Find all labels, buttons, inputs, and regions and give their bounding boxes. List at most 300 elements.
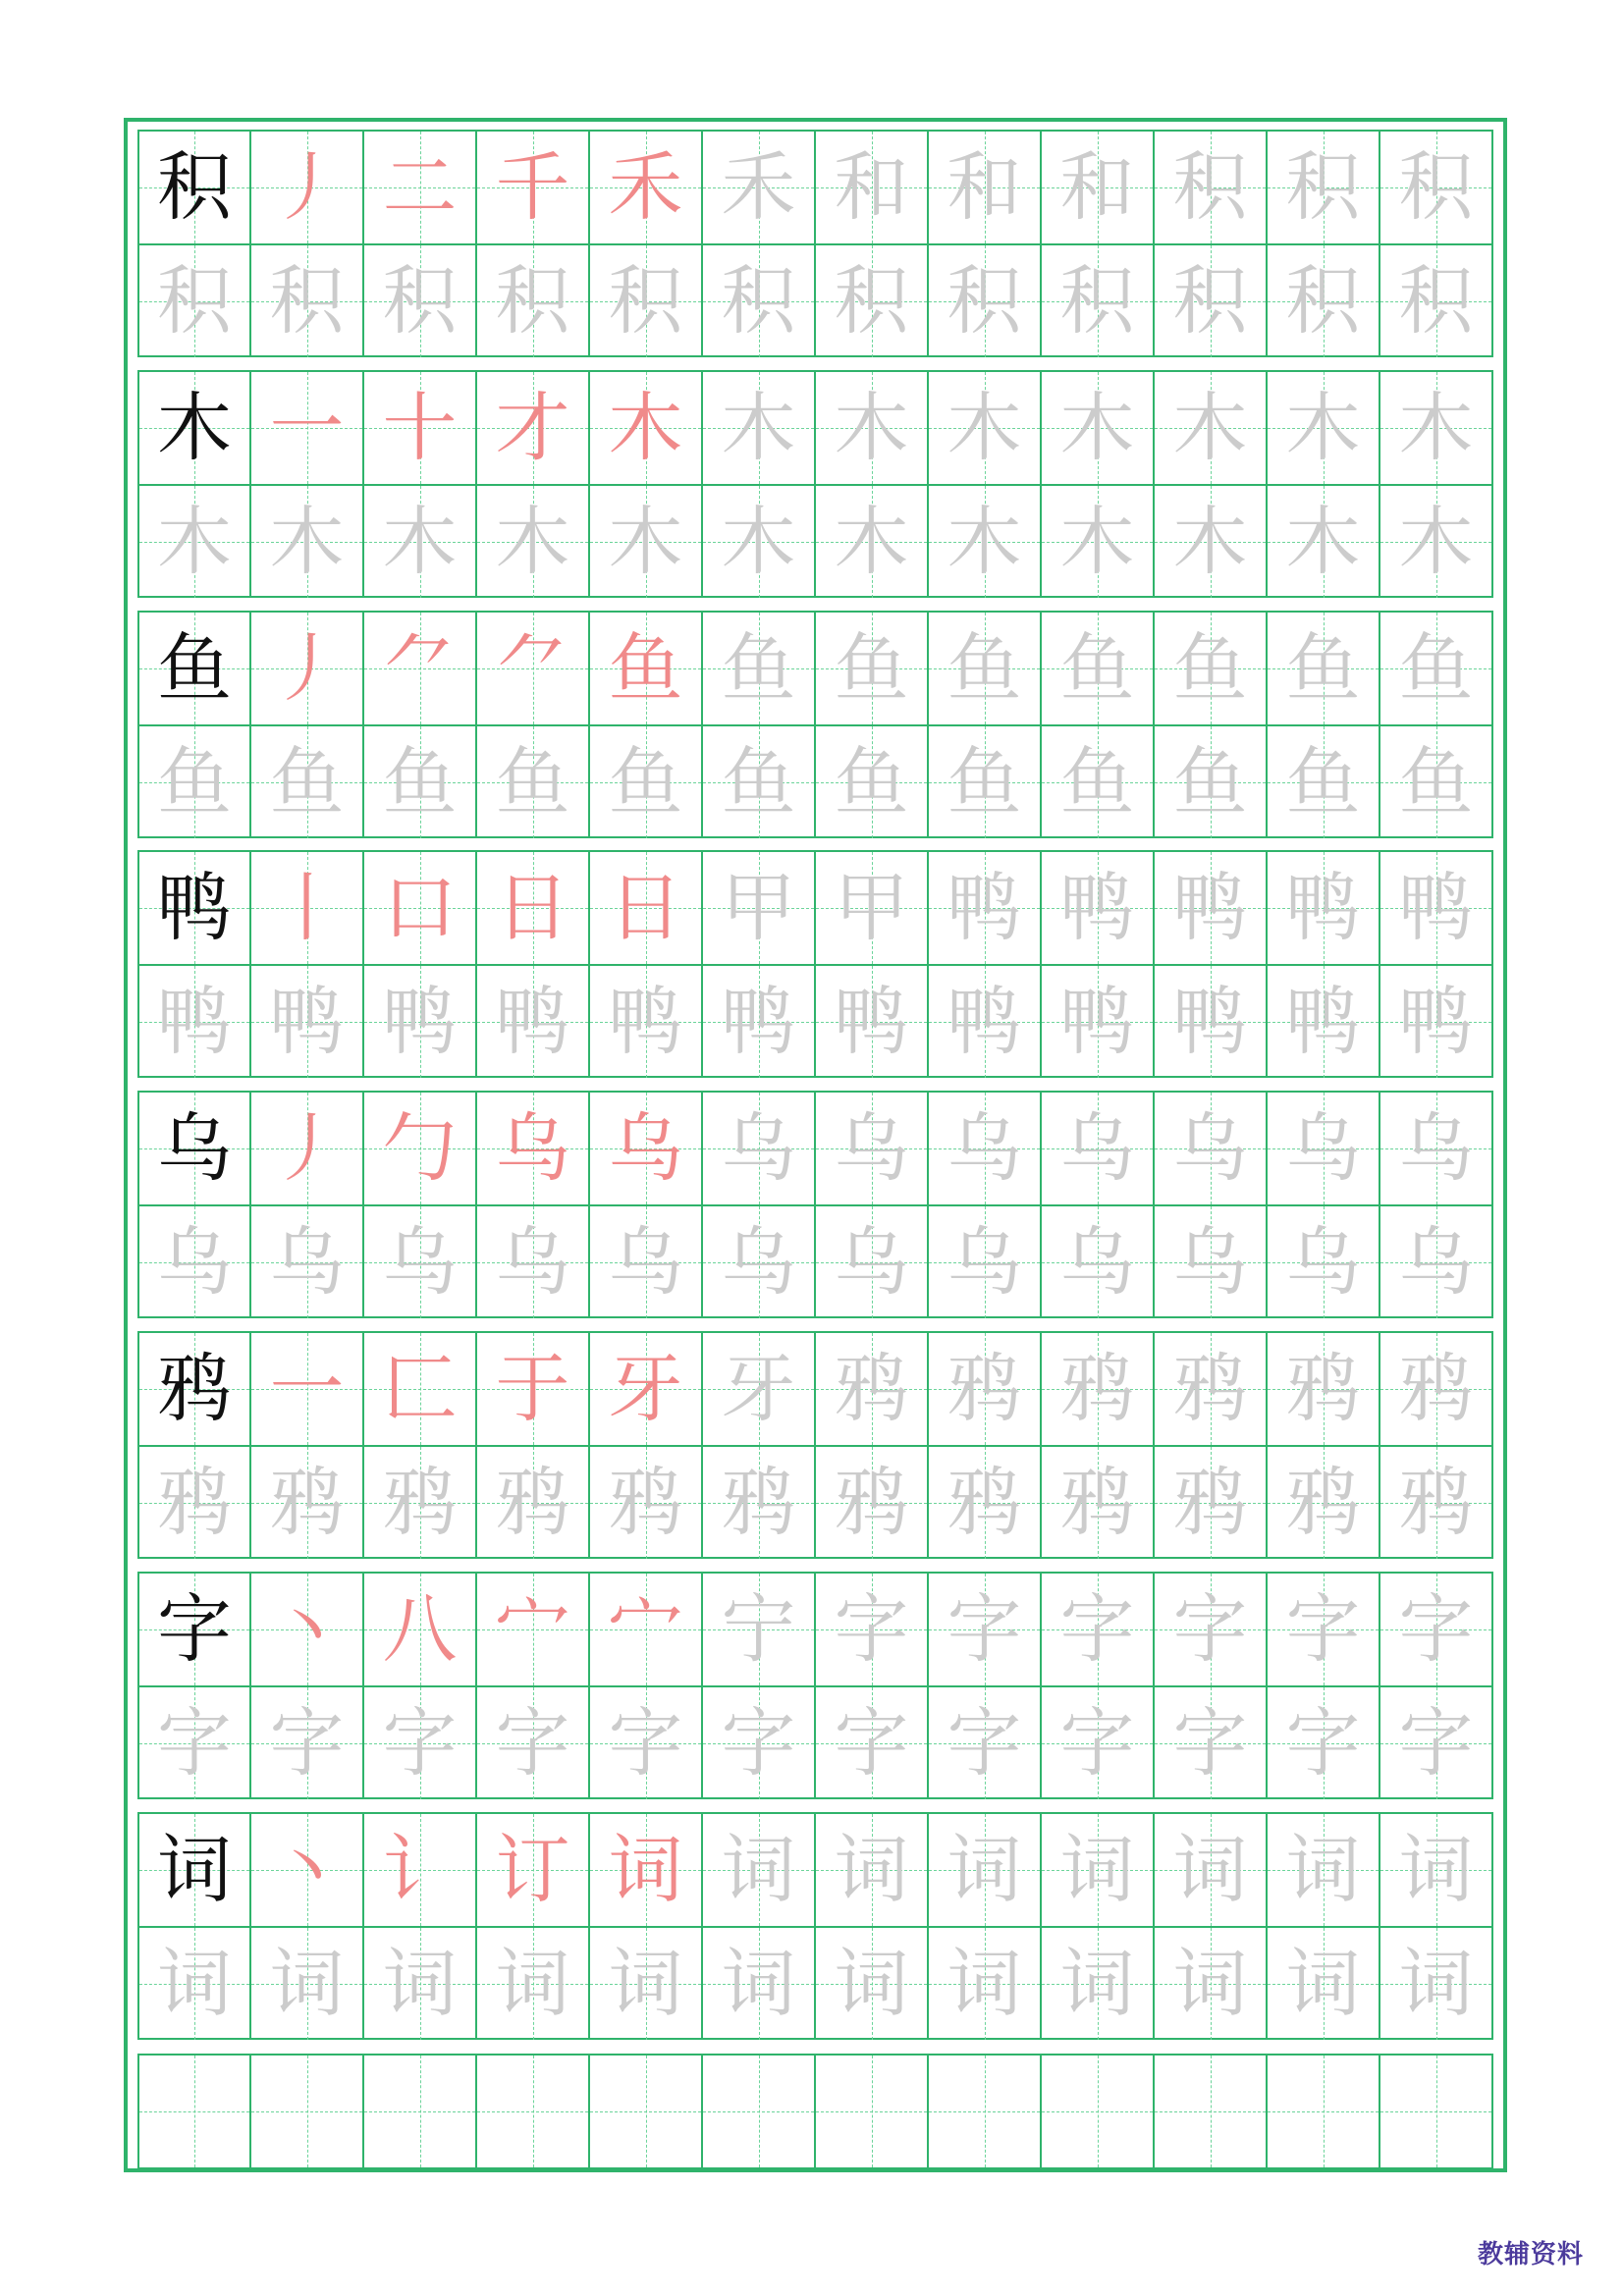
trace-character: 鱼 bbox=[1059, 738, 1135, 826]
grid-cell bbox=[475, 245, 588, 357]
grid-cell bbox=[249, 1333, 362, 1445]
grid-cell bbox=[249, 1814, 362, 1926]
stroke-step: 鸦 bbox=[1398, 1345, 1474, 1432]
stroke-step: 词 bbox=[1398, 1826, 1474, 1913]
character-block bbox=[137, 370, 1493, 598]
model-character: 乌 bbox=[157, 1104, 232, 1192]
stroke-step: 鸦 bbox=[947, 1345, 1022, 1432]
trace-character: 词 bbox=[495, 1940, 570, 2027]
trace-character: 木 bbox=[1398, 498, 1474, 585]
model-character: 鱼 bbox=[157, 624, 232, 712]
stroke-step: 词 bbox=[947, 1826, 1022, 1913]
stroke-step: 字 bbox=[834, 1585, 909, 1673]
trace-character: 木 bbox=[1172, 498, 1248, 585]
character-block bbox=[137, 1331, 1493, 1559]
grid-cell bbox=[362, 245, 475, 357]
grid-cell bbox=[475, 1447, 588, 1559]
grid-cell bbox=[1379, 1333, 1491, 1445]
stroke-step: 于 bbox=[495, 1345, 570, 1432]
grid-cell bbox=[1040, 613, 1153, 724]
grid-cell bbox=[1266, 1814, 1379, 1926]
grid-cell bbox=[1153, 726, 1266, 838]
trace-character: 字 bbox=[947, 1699, 1022, 1787]
stroke-step: 勹 bbox=[382, 1104, 458, 1192]
grid-cell bbox=[362, 1574, 475, 1685]
grid-cell bbox=[139, 726, 249, 838]
grid-cell bbox=[1266, 486, 1379, 598]
trace-character: 鸦 bbox=[834, 1459, 909, 1546]
character-block bbox=[137, 130, 1493, 357]
stroke-step: 宁 bbox=[721, 1585, 796, 1673]
grid-cell bbox=[1379, 613, 1491, 724]
grid-cell bbox=[814, 2056, 927, 2167]
stroke-step: 鸭 bbox=[1398, 864, 1474, 951]
stroke-step: 木 bbox=[1059, 384, 1135, 471]
stroke-step: 丿 bbox=[269, 624, 345, 712]
grid-cell bbox=[1266, 726, 1379, 838]
grid-cell bbox=[588, 1814, 701, 1926]
grid-cell bbox=[1266, 1333, 1379, 1445]
trace-character: 木 bbox=[269, 498, 345, 585]
stroke-step: 鸭 bbox=[1172, 864, 1248, 951]
grid-cell bbox=[1153, 245, 1266, 357]
grid-cell bbox=[139, 1814, 249, 1926]
stroke-step: 词 bbox=[1285, 1826, 1361, 1913]
grid-cell bbox=[814, 1687, 927, 1799]
stroke-step: 日 bbox=[495, 864, 570, 951]
grid-cell bbox=[1379, 1447, 1491, 1559]
trace-character: 鱼 bbox=[608, 738, 683, 826]
trace-character: 鸦 bbox=[1059, 1459, 1135, 1546]
trace-character: 木 bbox=[608, 498, 683, 585]
stroke-step: 千 bbox=[495, 143, 570, 231]
trace-character: 鸦 bbox=[947, 1459, 1022, 1546]
trace-character: 鸦 bbox=[495, 1459, 570, 1546]
trace-character: 鸦 bbox=[157, 1459, 232, 1546]
grid-cell bbox=[1153, 1814, 1266, 1926]
trace-character: 鸭 bbox=[721, 978, 796, 1065]
stroke-step: 禾 bbox=[721, 143, 796, 231]
stroke-step: 鱼 bbox=[1059, 624, 1135, 712]
stroke-step: 和 bbox=[1059, 143, 1135, 231]
model-character: 木 bbox=[157, 384, 232, 471]
grid-cell bbox=[814, 613, 927, 724]
trace-character: 鸦 bbox=[1172, 1459, 1248, 1546]
model-character: 鸦 bbox=[157, 1345, 232, 1432]
grid-cell bbox=[814, 852, 927, 964]
grid-cell bbox=[1040, 1333, 1153, 1445]
trace-character: 词 bbox=[1172, 1940, 1248, 2027]
trace-character: 鸦 bbox=[608, 1459, 683, 1546]
stroke-step: 积 bbox=[1172, 143, 1248, 231]
grid-cell bbox=[1379, 132, 1491, 243]
trace-row bbox=[139, 1685, 1491, 1799]
trace-character: 鸦 bbox=[721, 1459, 796, 1546]
stroke-step: 鱼 bbox=[834, 624, 909, 712]
grid-cell bbox=[927, 966, 1040, 1078]
grid-cell bbox=[362, 613, 475, 724]
grid-cell bbox=[701, 1447, 814, 1559]
trace-character: 词 bbox=[157, 1940, 232, 2027]
stroke-step: 鸦 bbox=[1059, 1345, 1135, 1432]
stroke-step: 鸦 bbox=[834, 1345, 909, 1432]
trace-character: 木 bbox=[157, 498, 232, 585]
grid-cell bbox=[588, 1687, 701, 1799]
grid-cell bbox=[588, 486, 701, 598]
trace-character: 乌 bbox=[495, 1218, 570, 1306]
trace-character: 词 bbox=[608, 1940, 683, 2027]
grid-cell bbox=[927, 1333, 1040, 1445]
stroke-step: 丿 bbox=[269, 143, 345, 231]
trace-character: 词 bbox=[947, 1940, 1022, 2027]
grid-cell bbox=[1040, 1093, 1153, 1204]
stroke-step: 牙 bbox=[721, 1345, 796, 1432]
grid-cell bbox=[362, 486, 475, 598]
grid-cell bbox=[1153, 852, 1266, 964]
grid-cell bbox=[588, 726, 701, 838]
stroke-step: 宀 bbox=[608, 1585, 683, 1673]
trace-character: 鸦 bbox=[382, 1459, 458, 1546]
trace-character: 木 bbox=[721, 498, 796, 585]
stroke-step: 和 bbox=[947, 143, 1022, 231]
grid-cell bbox=[475, 486, 588, 598]
character-block bbox=[137, 1572, 1493, 1799]
trace-character: 字 bbox=[721, 1699, 796, 1787]
trace-character: 词 bbox=[1059, 1940, 1135, 2027]
grid-cell bbox=[1040, 132, 1153, 243]
grid-cell bbox=[701, 1687, 814, 1799]
grid-cell bbox=[927, 613, 1040, 724]
grid-cell bbox=[1153, 1687, 1266, 1799]
trace-row bbox=[139, 243, 1491, 357]
grid-cell bbox=[1040, 966, 1153, 1078]
grid-cell bbox=[475, 1333, 588, 1445]
stroke-step: 牙 bbox=[608, 1345, 683, 1432]
grid-cell bbox=[362, 1928, 475, 2040]
trace-character: 鸭 bbox=[382, 978, 458, 1065]
grid-cell bbox=[588, 1447, 701, 1559]
grid-cell bbox=[1266, 132, 1379, 243]
grid-cell bbox=[1040, 1928, 1153, 2040]
trace-character: 鸦 bbox=[1398, 1459, 1474, 1546]
grid-cell bbox=[249, 486, 362, 598]
trace-character: 鸭 bbox=[1059, 978, 1135, 1065]
stroke-step: 木 bbox=[947, 384, 1022, 471]
stroke-step: 鸭 bbox=[1059, 864, 1135, 951]
grid-cell bbox=[701, 486, 814, 598]
grid-cell bbox=[1040, 2056, 1153, 2167]
trace-character: 乌 bbox=[157, 1218, 232, 1306]
grid-cell bbox=[1266, 1206, 1379, 1318]
grid-cell bbox=[139, 486, 249, 598]
empty-row bbox=[139, 2056, 1491, 2167]
grid-cell bbox=[1153, 1447, 1266, 1559]
grid-cell bbox=[588, 2056, 701, 2167]
stroke-order-row bbox=[139, 132, 1491, 243]
trace-character: 乌 bbox=[721, 1218, 796, 1306]
trace-character: 字 bbox=[608, 1699, 683, 1787]
grid-cell bbox=[1379, 1206, 1491, 1318]
trace-character: 字 bbox=[495, 1699, 570, 1787]
trace-character: 鸭 bbox=[608, 978, 683, 1065]
trace-character: 积 bbox=[382, 257, 458, 345]
grid-cell bbox=[814, 132, 927, 243]
grid-cell bbox=[139, 613, 249, 724]
stroke-step: 二 bbox=[382, 143, 458, 231]
grid-cell bbox=[1153, 2056, 1266, 2167]
stroke-step: 鱼 bbox=[1285, 624, 1361, 712]
grid-cell bbox=[139, 1687, 249, 1799]
grid-cell bbox=[927, 132, 1040, 243]
stroke-step: 木 bbox=[1172, 384, 1248, 471]
stroke-step: 乌 bbox=[1285, 1104, 1361, 1192]
stroke-step: 词 bbox=[721, 1826, 796, 1913]
grid-cell bbox=[1266, 1574, 1379, 1685]
grid-cell bbox=[139, 372, 249, 484]
stroke-step: 鸦 bbox=[1172, 1345, 1248, 1432]
grid-cell bbox=[139, 1333, 249, 1445]
grid-cell bbox=[814, 486, 927, 598]
grid-cell bbox=[1266, 966, 1379, 1078]
grid-cell bbox=[814, 1928, 927, 2040]
grid-cell bbox=[701, 1206, 814, 1318]
trace-character: 乌 bbox=[834, 1218, 909, 1306]
grid-cell bbox=[249, 132, 362, 243]
grid-cell bbox=[701, 1928, 814, 2040]
trace-character: 字 bbox=[1285, 1699, 1361, 1787]
grid-cell bbox=[927, 486, 1040, 598]
grid-cell bbox=[1379, 966, 1491, 1078]
stroke-step: 字 bbox=[1172, 1585, 1248, 1673]
stroke-step: 乌 bbox=[1172, 1104, 1248, 1192]
trace-character: 乌 bbox=[1059, 1218, 1135, 1306]
grid-cell bbox=[249, 245, 362, 357]
stroke-step: 甲 bbox=[834, 864, 909, 951]
grid-cell bbox=[1153, 613, 1266, 724]
grid-cell bbox=[139, 1574, 249, 1685]
trace-character: 词 bbox=[1285, 1940, 1361, 2027]
grid-cell bbox=[927, 852, 1040, 964]
grid-cell bbox=[814, 1333, 927, 1445]
trace-character: 乌 bbox=[269, 1218, 345, 1306]
trace-character: 鸭 bbox=[495, 978, 570, 1065]
model-character: 字 bbox=[157, 1585, 232, 1673]
grid-cell bbox=[1379, 245, 1491, 357]
trace-row bbox=[139, 484, 1491, 598]
stroke-order-row bbox=[139, 852, 1491, 964]
grid-cell bbox=[588, 1928, 701, 2040]
grid-cell bbox=[701, 1814, 814, 1926]
grid-cell bbox=[814, 966, 927, 1078]
stroke-step: 乌 bbox=[834, 1104, 909, 1192]
grid-cell bbox=[1153, 372, 1266, 484]
trace-character: 木 bbox=[1059, 498, 1135, 585]
grid-cell bbox=[1040, 1447, 1153, 1559]
grid-cell bbox=[249, 1928, 362, 2040]
stroke-step: 积 bbox=[1398, 143, 1474, 231]
stroke-step: 才 bbox=[495, 384, 570, 471]
stroke-step: 鱼 bbox=[1172, 624, 1248, 712]
grid-cell bbox=[1379, 1928, 1491, 2040]
trace-character: 词 bbox=[382, 1940, 458, 2027]
grid-cell bbox=[139, 1206, 249, 1318]
grid-cell bbox=[1379, 1093, 1491, 1204]
trace-character: 鱼 bbox=[1172, 738, 1248, 826]
grid-cell bbox=[475, 1928, 588, 2040]
grid-cell bbox=[701, 2056, 814, 2167]
trace-character: 乌 bbox=[608, 1218, 683, 1306]
grid-cell bbox=[1040, 1687, 1153, 1799]
grid-cell bbox=[362, 852, 475, 964]
trace-row bbox=[139, 964, 1491, 1078]
stroke-step: 乌 bbox=[495, 1104, 570, 1192]
grid-cell bbox=[1266, 852, 1379, 964]
trace-character: 木 bbox=[834, 498, 909, 585]
grid-cell bbox=[249, 1687, 362, 1799]
grid-cell bbox=[139, 966, 249, 1078]
grid-cell bbox=[475, 852, 588, 964]
stroke-step: 丿 bbox=[269, 1104, 345, 1192]
trace-character: 乌 bbox=[1398, 1218, 1474, 1306]
grid-cell bbox=[927, 1687, 1040, 1799]
stroke-step: 禾 bbox=[608, 143, 683, 231]
trace-character: 词 bbox=[269, 1940, 345, 2027]
grid-cell bbox=[701, 966, 814, 1078]
grid-cell bbox=[814, 245, 927, 357]
grid-cell bbox=[362, 1093, 475, 1204]
trace-character: 词 bbox=[721, 1940, 796, 2027]
trace-character: 积 bbox=[1059, 257, 1135, 345]
trace-character: 木 bbox=[1285, 498, 1361, 585]
grid-cell bbox=[139, 1928, 249, 2040]
stroke-order-row bbox=[139, 372, 1491, 484]
grid-cell bbox=[1153, 1333, 1266, 1445]
brand-watermark: 教辅资料 bbox=[1477, 2240, 1584, 2269]
stroke-step: 字 bbox=[1398, 1585, 1474, 1673]
stroke-order-row bbox=[139, 1093, 1491, 1204]
grid-cell bbox=[1040, 852, 1153, 964]
grid-cell bbox=[701, 132, 814, 243]
stroke-step: 词 bbox=[1059, 1826, 1135, 1913]
trace-character: 木 bbox=[382, 498, 458, 585]
stroke-step: 词 bbox=[834, 1826, 909, 1913]
trace-character: 积 bbox=[608, 257, 683, 345]
grid-cell bbox=[814, 1814, 927, 1926]
trace-character: 积 bbox=[1172, 257, 1248, 345]
trace-row bbox=[139, 1445, 1491, 1559]
grid-cell bbox=[139, 132, 249, 243]
grid-cell bbox=[1040, 1814, 1153, 1926]
trace-character: 积 bbox=[834, 257, 909, 345]
grid-cell bbox=[249, 1206, 362, 1318]
grid-cell bbox=[701, 1093, 814, 1204]
grid-cell bbox=[1040, 245, 1153, 357]
stroke-order-row bbox=[139, 613, 1491, 724]
grid-cell bbox=[1266, 613, 1379, 724]
grid-cell bbox=[475, 726, 588, 838]
grid-cell bbox=[249, 2056, 362, 2167]
stroke-step: 一 bbox=[269, 384, 345, 471]
stroke-step: 鱼 bbox=[721, 624, 796, 712]
trace-character: 字 bbox=[157, 1699, 232, 1787]
grid-cell bbox=[927, 372, 1040, 484]
grid-cell bbox=[139, 1447, 249, 1559]
stroke-step: 鸭 bbox=[1285, 864, 1361, 951]
trace-character: 积 bbox=[157, 257, 232, 345]
character-block bbox=[137, 850, 1493, 1078]
grid-cell bbox=[1153, 1928, 1266, 2040]
trace-character: 鱼 bbox=[1398, 738, 1474, 826]
grid-cell bbox=[1266, 1928, 1379, 2040]
grid-cell bbox=[588, 132, 701, 243]
grid-cell bbox=[249, 1093, 362, 1204]
grid-cell bbox=[362, 1333, 475, 1445]
grid-cell bbox=[927, 726, 1040, 838]
grid-cell bbox=[249, 372, 362, 484]
grid-cell bbox=[1266, 372, 1379, 484]
character-block bbox=[137, 1812, 1493, 2040]
stroke-step: 十 bbox=[382, 384, 458, 471]
grid-cell bbox=[1153, 1093, 1266, 1204]
grid-cell bbox=[362, 372, 475, 484]
trace-character: 字 bbox=[1059, 1699, 1135, 1787]
grid-cell bbox=[1266, 245, 1379, 357]
grid-cell bbox=[475, 1574, 588, 1685]
trace-row bbox=[139, 1204, 1491, 1318]
stroke-step: 宀 bbox=[495, 1585, 570, 1673]
grid-cell bbox=[927, 2056, 1040, 2167]
grid-cell bbox=[475, 1093, 588, 1204]
stroke-step: 甲 bbox=[721, 864, 796, 951]
grid-cell bbox=[1153, 1574, 1266, 1685]
trace-character: 鸦 bbox=[1285, 1459, 1361, 1546]
stroke-step: 字 bbox=[1059, 1585, 1135, 1673]
grid-cell bbox=[249, 852, 362, 964]
stroke-step: 积 bbox=[1285, 143, 1361, 231]
trace-character: 乌 bbox=[947, 1218, 1022, 1306]
stroke-step: 词 bbox=[608, 1826, 683, 1913]
grid-cell bbox=[249, 1447, 362, 1559]
trace-character: 鱼 bbox=[947, 738, 1022, 826]
trace-character: 乌 bbox=[1285, 1218, 1361, 1306]
stroke-step: 鸦 bbox=[1285, 1345, 1361, 1432]
model-character: 鸭 bbox=[157, 864, 232, 951]
grid-cell bbox=[1040, 372, 1153, 484]
trace-character: 词 bbox=[834, 1940, 909, 2027]
grid-cell bbox=[249, 726, 362, 838]
grid-cell bbox=[814, 1206, 927, 1318]
stroke-step: ⺈ bbox=[495, 624, 570, 712]
trace-character: 积 bbox=[1398, 257, 1474, 345]
grid-cell bbox=[1266, 1447, 1379, 1559]
trace-character: 鸭 bbox=[269, 978, 345, 1065]
stroke-order-row bbox=[139, 1333, 1491, 1445]
trace-character: 木 bbox=[495, 498, 570, 585]
stroke-step: 口 bbox=[382, 864, 458, 951]
model-character: 积 bbox=[157, 143, 232, 231]
grid-cell bbox=[1379, 2056, 1491, 2167]
trace-character: 积 bbox=[1285, 257, 1361, 345]
grid-cell bbox=[588, 1093, 701, 1204]
character-block bbox=[137, 611, 1493, 838]
grid-cell bbox=[475, 1814, 588, 1926]
stroke-step: 木 bbox=[834, 384, 909, 471]
grid-cell bbox=[139, 245, 249, 357]
stroke-step: 乌 bbox=[1398, 1104, 1474, 1192]
grid-cell bbox=[1379, 1574, 1491, 1685]
trace-character: 鸭 bbox=[1172, 978, 1248, 1065]
model-character: 词 bbox=[157, 1826, 232, 1913]
